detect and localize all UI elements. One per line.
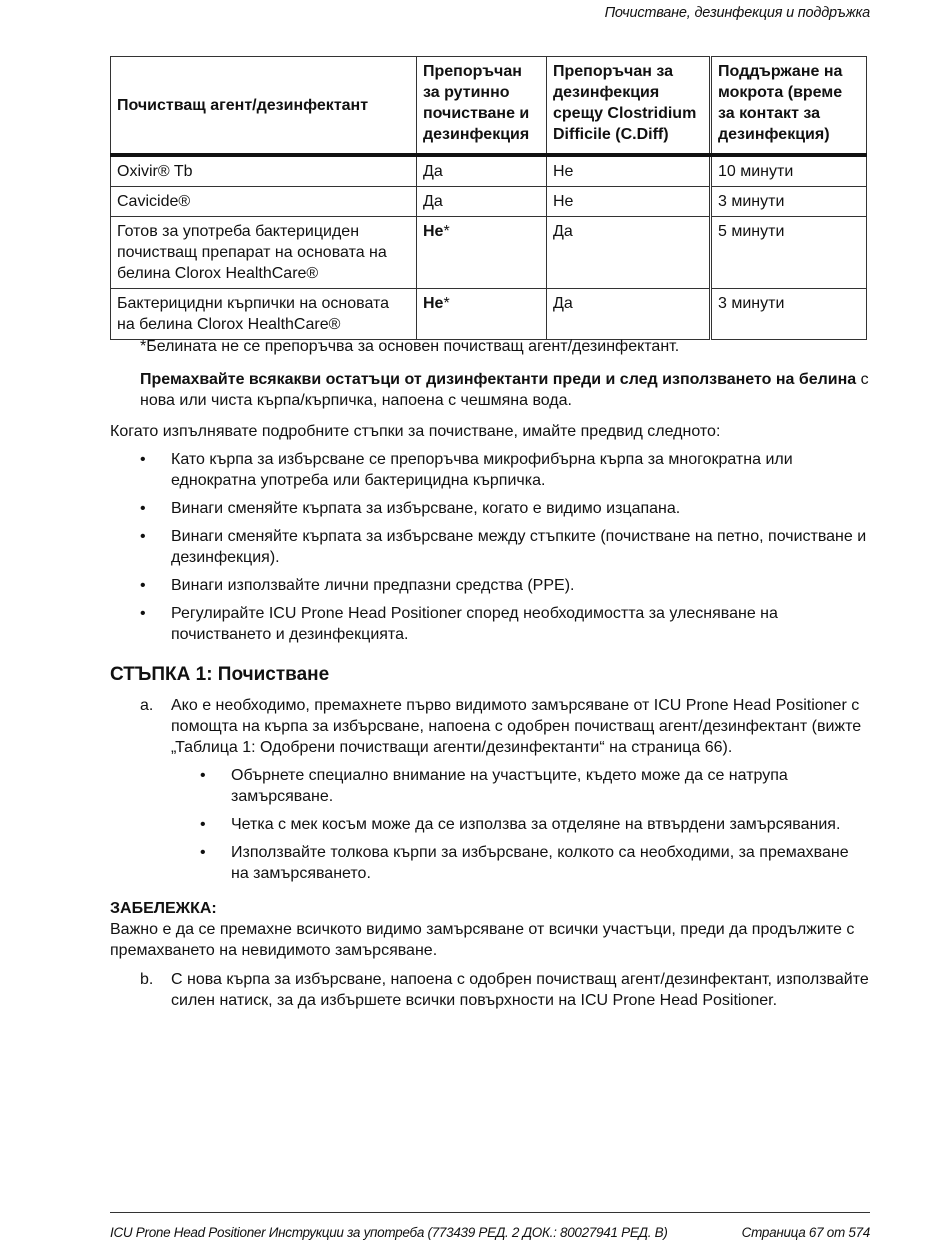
cell-contact-time: 3 минути	[711, 187, 867, 217]
footer-divider	[110, 1212, 870, 1213]
bleach-warning	[140, 369, 870, 411]
step-1-heading: СТЪПКА 1: Почистване	[110, 664, 330, 685]
bullet-glyph: •	[140, 451, 146, 468]
cell-routine	[417, 187, 547, 217]
cell-routine-value: Да	[423, 163, 443, 180]
cell-routine	[417, 289, 547, 340]
step-a-label: a.	[140, 697, 154, 714]
cell-cdiff: Да	[547, 217, 711, 289]
cell-routine-note: *	[443, 223, 450, 240]
list-item-text: Четка с мек косъм може да се използва за отделяне на втвърдени замърсявания.	[231, 816, 841, 833]
list-item-text: Винаги сменяйте кърпата за избърсване, когато е видимо изцапана.	[171, 500, 681, 517]
cell-routine-note: *	[443, 295, 450, 312]
bullet-glyph: •	[140, 577, 146, 594]
bullet-glyph: •	[140, 528, 146, 545]
footer-page-number: Страница 67 от 574	[741, 1225, 870, 1240]
bullet-glyph: •	[200, 816, 206, 833]
list-item-text: Като кърпа за избърсване се препоръчва микрофибърна кърпа за многократна или еднократна употреба или бактерицидна кърпичка.	[171, 451, 793, 489]
step-a-text: Ако е необходимо, премахнете първо видимото замърсяване от ICU Prone Head Positioner с помощта на кърпа за избърсване, напоена с одобрен почистващ агент/дезинфектант (вижте „Таблица 1: Одобрени почистващи агенти/дезинфектанти“ на страница 66).	[171, 697, 862, 756]
footer-document-info: ICU Prone Head Positioner Инструкции за употреба (773439 РЕД. 2 ДОК.: 80027941 РЕД. B)	[110, 1225, 668, 1240]
cell-agent: Бактерицидни кърпички на основата на белина Clorox HealthCare®	[111, 289, 417, 340]
list-item-text: Винаги сменяйте кърпата за избърсване между стъпките (почистване на петно, почистване и дезинфекция).	[171, 528, 867, 566]
column-header-agent: Почистващ агент/дезинфектант	[111, 57, 417, 156]
cell-agent: Cavicide®	[111, 187, 417, 217]
step-a	[140, 695, 870, 758]
bleach-warning-rest: с нова или чиста кърпа/кърпичка, напоена с чешмяна вода.	[140, 371, 869, 409]
table-row	[111, 155, 867, 187]
disinfectant-table	[110, 56, 867, 340]
table-row	[111, 217, 867, 289]
list-item-text: Обърнете специално внимание на участъците, където може да се натрупа замърсяване.	[231, 767, 788, 805]
table-row	[111, 289, 867, 340]
disinfectant-table-container	[110, 56, 866, 340]
cell-agent: Oxivir® Tb	[111, 155, 417, 187]
list-item	[110, 449, 870, 491]
cell-routine-value: Не	[423, 223, 444, 240]
list-item	[110, 526, 870, 568]
cleaning-tips-list	[110, 449, 870, 652]
list-item	[110, 603, 870, 645]
cell-cdiff: Не	[547, 155, 711, 187]
cell-agent: Готов за употреба бактерициден почистващ препарат на основата на белина Clorox HealthCare®	[111, 217, 417, 289]
step-b-text: С нова кърпа за избърсване, напоена с одобрен почистващ агент/дезинфектант, използвайте силен натиск, за да избършете всички повърхности на ICU Prone Head Positioner.	[171, 971, 869, 1009]
cell-contact-time: 3 минути	[711, 289, 867, 340]
step-b-label: b.	[140, 971, 154, 988]
step-a-sublist	[170, 765, 870, 891]
cell-routine	[417, 155, 547, 187]
column-header-routine: Препоръчан за рутинно почистване и дезинфекция	[417, 57, 547, 156]
list-item-text: Винаги използвайте лични предпазни средства (PPE).	[171, 577, 575, 594]
list-item	[110, 498, 870, 519]
table-row	[111, 187, 867, 217]
cell-routine-value: Да	[423, 193, 443, 210]
cell-cdiff: Не	[547, 187, 711, 217]
note-text: Важно е да се премахне всичкото видимо замърсяване от всички участъци, преди да продължите с премахването на невидимото замърсяване.	[110, 921, 855, 959]
list-item-text: Регулирайте ICU Prone Head Positioner според необходимостта за улесняване на почистването и дезинфекцията.	[171, 605, 778, 643]
step-b	[140, 969, 870, 1011]
list-item	[170, 842, 870, 884]
running-header: Почистване, дезинфекция и поддръжка	[604, 5, 870, 21]
cell-cdiff: Да	[547, 289, 711, 340]
note-title: ЗАБЕЛЕЖКА:	[110, 900, 217, 917]
cell-routine	[417, 217, 547, 289]
bleach-warning-bold: Премахвайте всякакви остатъци от дизинфектанти преди и след използването на белина	[140, 371, 857, 388]
cell-routine-value: Не	[423, 295, 444, 312]
table-footnote: *Белината не се препоръчва за основен почистващ агент/дезинфектант.	[140, 338, 680, 355]
list-item	[110, 575, 870, 596]
cell-contact-time: 10 минути	[711, 155, 867, 187]
bullet-glyph: •	[200, 844, 206, 861]
bullet-glyph: •	[140, 605, 146, 622]
column-header-cdiff: Препоръчан за дезинфекция срещу Clostridium Difficile (C.Diff)	[547, 57, 711, 156]
column-header-contact-time: Поддържане на мокрота (време за контакт за дезинфекция)	[711, 57, 867, 156]
intro-paragraph: Когато изпълнявате подробните стъпки за почистване, имайте предвид следното:	[110, 423, 721, 440]
list-item	[170, 765, 870, 807]
bullet-glyph: •	[200, 767, 206, 784]
cell-contact-time: 5 минути	[711, 217, 867, 289]
list-item	[170, 814, 870, 835]
list-item-text: Използвайте толкова кърпи за избърсване, колкото са необходими, за премахване на замърсяването.	[231, 844, 849, 882]
table-header-row	[111, 57, 867, 156]
bullet-glyph: •	[140, 500, 146, 517]
